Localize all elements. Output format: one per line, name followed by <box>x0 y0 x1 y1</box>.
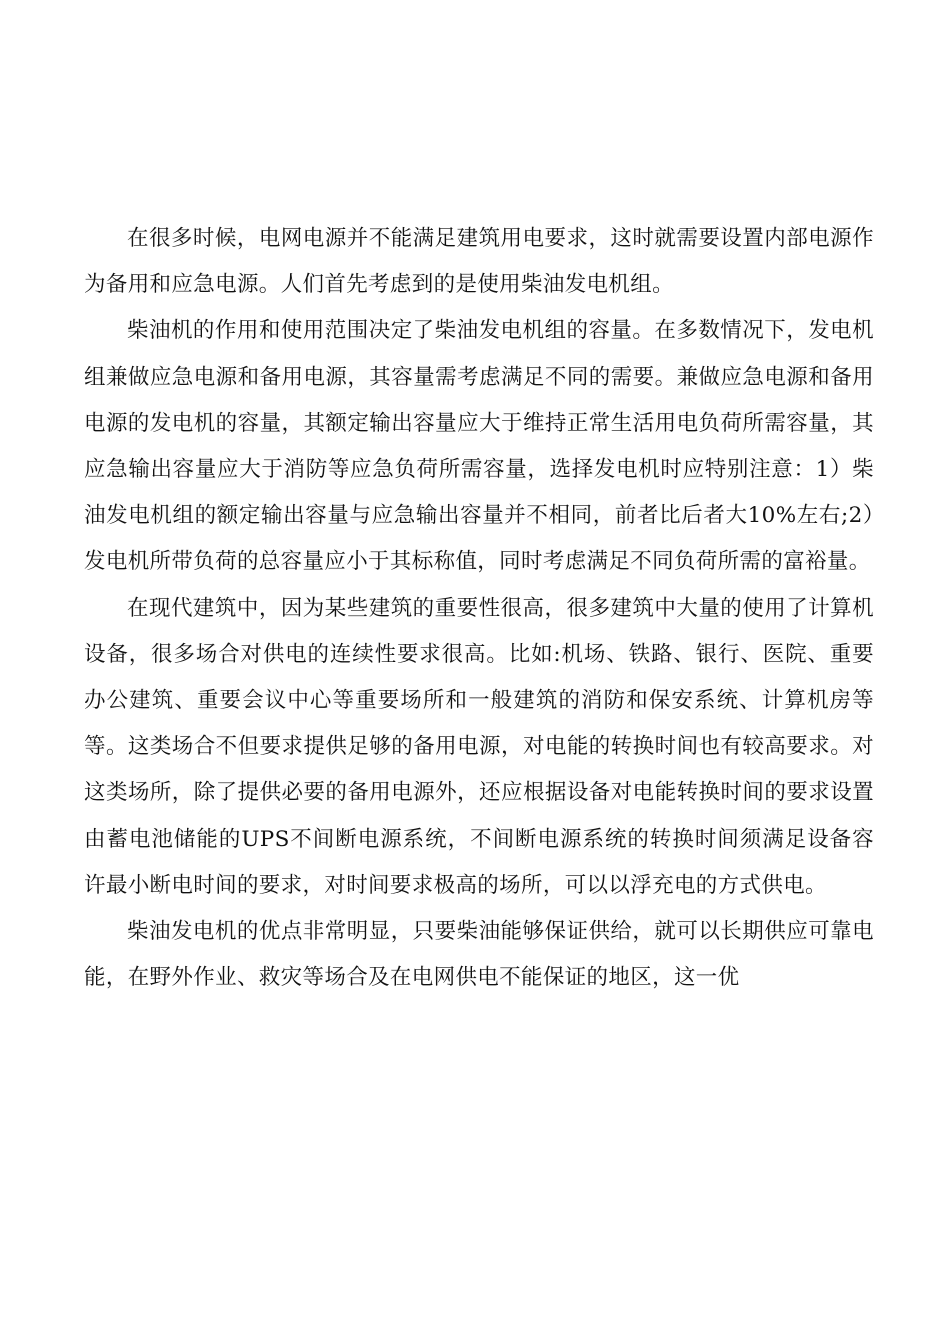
paragraph-diesel-advantages: 柴油发电机的优点非常明显，只要柴油能够保证供给，就可以长期供应可靠电能，在野外作业、救灾等场合及在电网供电不能保证的地区，这一优 <box>84 919 874 991</box>
paragraph-ups-requirements: 在现代建筑中，因为某些建筑的重要性很高，很多建筑中大量的使用了计算机设备，很多场合对供电的连续性要求很高。比如:机场、铁路、银行、医院、重要办公建筑、重要会议中心等重要场所和一般建筑的消防和保安系统、计算机房等等。这类场合不但要求提供足够的备用电源，对电能的转换时间也有较高要求。对这类场所，除了提供必要的备用电源外，还应根据设备对电能转换时间的要求设置由蓄电池储能的UPS不间断电源系统，不间断电源系统的转换时间须满足设备容许最小断电时间的要求，对时间要求极高的场所，可以以浮充电的方式供电。 <box>84 595 874 898</box>
paragraph-backup-power-intro: 在很多时候，电网电源并不能满足建筑用电要求，这时就需要设置内部电源作为备用和应急电源。人们首先考虑到的是使用柴油发电机组。 <box>84 226 874 298</box>
paragraph-generator-capacity: 柴油机的作用和使用范围决定了柴油发电机组的容量。在多数情况下，发电机组兼做应急电源和备用电源，其容量需考虑满足不同的需要。兼做应急电源和备用电源的发电机的容量，其额定输出容量应大于维持正常生活用电负荷所需容量，其应急输出容量应大于消防等应急负荷所需容量，选择发电机时应特别注意：1）柴油发电机组的额定输出容量与应急输出容量并不相同，前者比后者大10%左右;2）发电机所带负荷的总容量应小于其标称值，同时考虑满足不同负荷所需的富裕量。 <box>84 318 874 575</box>
document-body <box>84 216 874 1001</box>
